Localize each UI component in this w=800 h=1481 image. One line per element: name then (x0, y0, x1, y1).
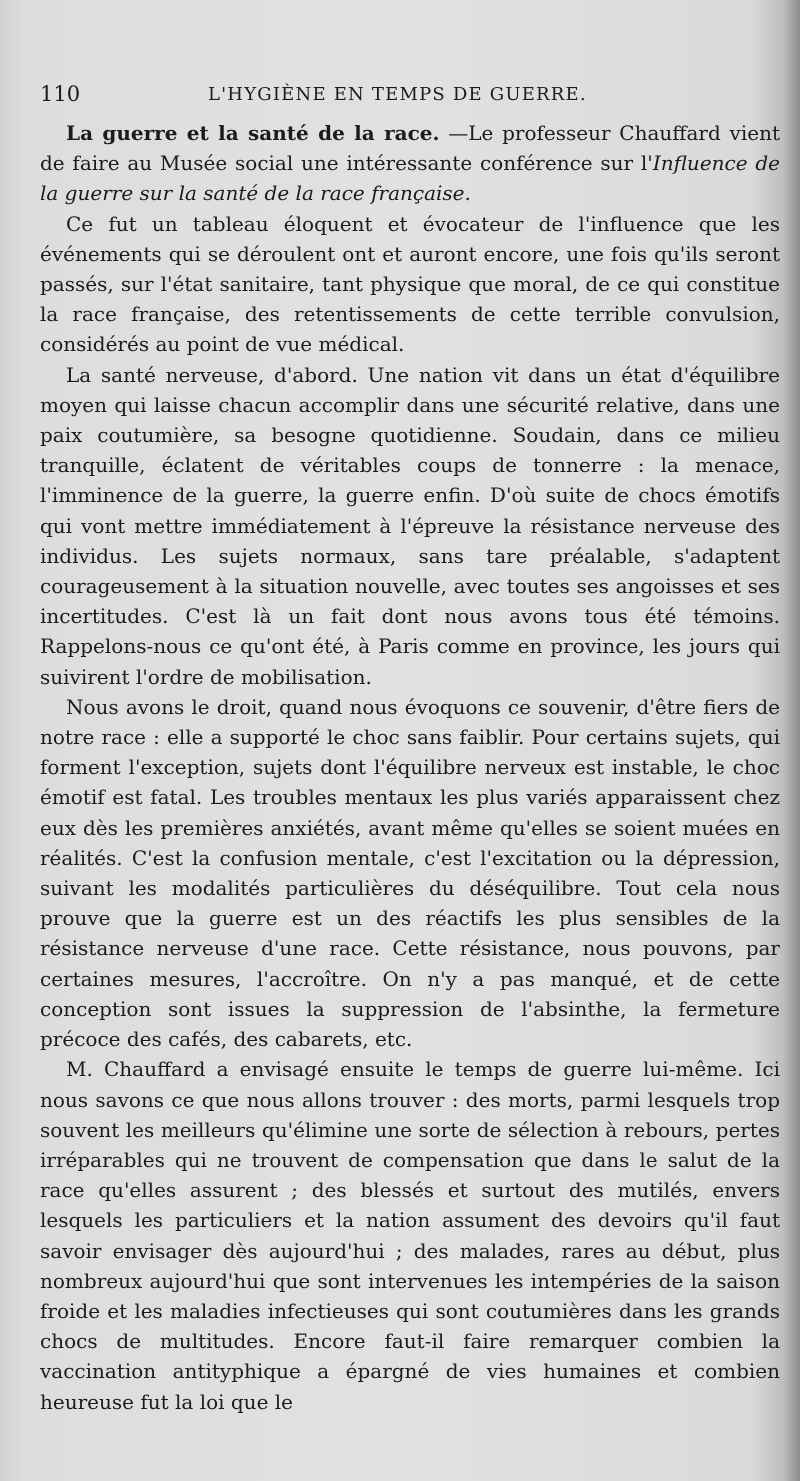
paragraph-1-lead: —Le professeur Chauffard vient de faire au Musée social une intéressante conférence sur l' (40, 121, 780, 176)
conference-title: Influence de la guerre sur la santé de la race française. (40, 151, 780, 206)
running-head: L'HYGIÈNE EN TEMPS DE GUERRE. (208, 84, 587, 105)
paragraph-4: Nous avons le droit, quand nous évoquons ce souvenir, d'être fiers de notre race : elle a supporté le choc sans faiblir. Pour certains sujets, qui forment l'exception, sujets dont l'équilibre nerveux est instable, le choc émotif est fatal. Les troubles mentaux les plus variés apparaissent chez eux dès les premières anxiétés, avant même qu'elles se soient muées en réalités. C'est la confusion mentale, c'est l'excitation ou la dépression, suivant les modalités particulières du déséquilibre. Tout cela nous prouve que la guerre est un des réactifs les plus sensibles de la résistance nerveuse d'une race. Cette résistance, nous pouvons, par certaines mesures, l'accroître. On n'y a pas manqué, et de cette conception sont issues la suppression de l'absinthe, la fermeture précoce des cafés, des cabarets, etc. (40, 694, 780, 1052)
paragraph-3: La santé nerveuse, d'abord. Une nation vit dans un état d'équilibre moyen qui laisse chacun accomplir dans une sécurité relative, dans une paix coutumière, sa besogne quotidienne. Soudain, dans ce milieu tranquille, éclatent de véritables coups de tonnerre : la menace, l'imminence de la guerre, la guerre enfin. D'où suite de chocs émotifs qui vont mettre immédiatement à l'épreuve la résistance nerveuse des individus. Les sujets normaux, sans tare préalable, s'adaptent courageusement à la situation nouvelle, avec toutes ses angoisses et ses incertitudes. C'est là un fait dont nous avons tous été témoins. Rappelons-nous ce qu'ont été, à Paris comme en province, les jours qui suivirent l'ordre de mobilisation. (40, 362, 780, 689)
text-block (40, 78, 780, 1417)
paragraph-2: Ce fut un tableau éloquent et évocateur de l'influence que les événements qui se déroulent ont et auront encore, une fois qu'ils seront passés, sur l'état sanitaire, tant physique que moral, de ce qui constitue la race française, des retentissements de cette terrible convulsion, considérés au point de vue médical. (40, 211, 780, 357)
paragraph-5: M. Chauffard a envisagé ensuite le temps de guerre lui-même. Ici nous savons ce que nous allons trouver : des morts, parmi lesquels trop souvent les meilleurs qu'élimine une sorte de sélection à rebours, pertes irréparables qui ne trouvent de compensation que dans le salut de la race qu'elles assurent ; des blessés et surtout des mutilés, envers lesquels les particuliers et la nation assument des devoirs qu'il faut savoir envisager dès aujourd'hui ; des malades, rares au début, plus nombreux aujourd'hui que sont intervenues les intempéries de la saison froide et les maladies infectieuses qui sont coutumières dans les grands chocs de multitudes. Encore faut-il faire remarquer combien la vaccination antityphique a épargné de vies humaines et combien heureuse fut la loi que le (40, 1057, 780, 1414)
page-header (40, 78, 780, 116)
paragraph-1 (40, 118, 780, 209)
section-title: La guerre et la santé de la race. (66, 121, 440, 145)
page-number: 110 (40, 82, 81, 106)
